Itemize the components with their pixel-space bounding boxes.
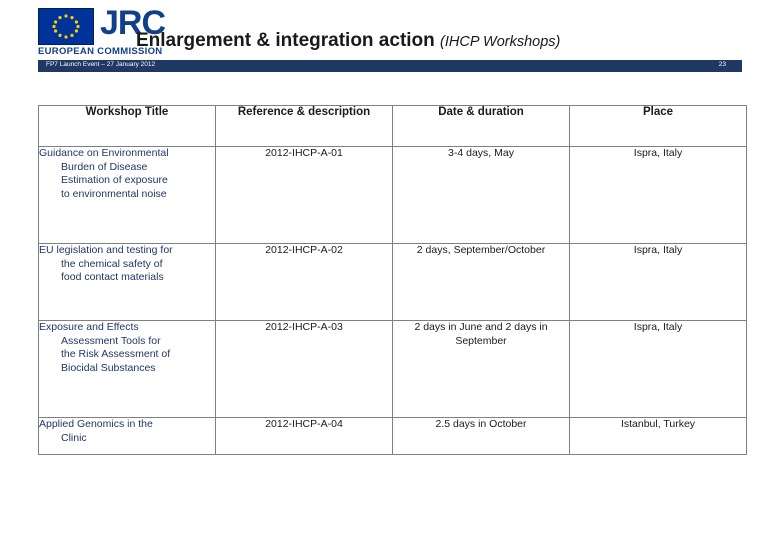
column-header-reference: Reference & description xyxy=(216,106,393,147)
workshop-title-line: the chemical safety of xyxy=(61,257,163,270)
workshop-reference: 2012-IHCP-A-04 xyxy=(216,418,393,455)
workshop-reference: 2012-IHCP-A-01 xyxy=(216,147,393,244)
table-header-row xyxy=(39,106,747,147)
ribbon-page-number: 23 xyxy=(718,61,726,68)
workshop-date: 3-4 days, May xyxy=(393,147,570,244)
page-title xyxy=(136,30,560,52)
workshop-title-line: Applied Genomics in the xyxy=(39,418,153,430)
workshop-title-line: Estimation of exposure xyxy=(61,174,168,186)
table-row xyxy=(39,321,747,418)
table-row xyxy=(39,418,747,455)
workshop-reference: 2012-IHCP-A-02 xyxy=(216,244,393,321)
workshop-title-line: Assessment Tools for xyxy=(61,334,161,347)
table-row xyxy=(39,244,747,321)
workshop-title-line: Guidance on Environmental xyxy=(39,147,169,159)
workshops-table xyxy=(38,105,747,455)
eu-stars-icon xyxy=(38,8,94,45)
workshop-title-line: to environmental noise xyxy=(61,187,167,200)
workshop-title xyxy=(39,244,216,321)
jrc-wordmark: JRC xyxy=(100,4,166,42)
workshop-place: Ispra, Italy xyxy=(570,244,747,321)
european-commission-label: EUROPEAN COMMISSION xyxy=(38,46,163,57)
page-title-sub: (IHCP Workshops) xyxy=(440,34,561,50)
footer-ribbon xyxy=(38,60,742,72)
workshop-place: Ispra, Italy xyxy=(570,321,747,418)
workshop-title-line: Clinic xyxy=(61,431,87,444)
workshop-place: Ispra, Italy xyxy=(570,147,747,244)
workshop-title xyxy=(39,418,216,455)
workshops-table-container xyxy=(38,105,742,455)
workshop-title xyxy=(39,147,216,244)
table-row xyxy=(39,147,747,244)
slide-header xyxy=(0,0,780,60)
column-header-workshop-title: Workshop Title xyxy=(39,106,216,147)
workshop-title-line: Burden of Disease xyxy=(61,160,148,173)
workshop-title-line: Exposure and Effects xyxy=(39,321,139,333)
ribbon-event-label: FP7 Launch Event – 27 January 2012 xyxy=(46,61,156,68)
workshop-title-line: food contact materials xyxy=(61,271,164,283)
workshop-title-line: Biocidal Substances xyxy=(61,361,156,374)
workshop-title-line: the Risk Assessment of xyxy=(61,348,171,360)
column-header-place: Place xyxy=(570,106,747,147)
workshop-reference: 2012-IHCP-A-03 xyxy=(216,321,393,418)
workshop-date: 2 days, September/October xyxy=(393,244,570,321)
workshop-title xyxy=(39,321,216,418)
workshop-date: 2 days in June and 2 days in September xyxy=(393,321,570,418)
workshop-date: 2.5 days in October xyxy=(393,418,570,455)
column-header-date: Date & duration xyxy=(393,106,570,147)
page-title-main: Enlargement & integration action xyxy=(136,30,435,51)
workshop-place: Istanbul, Turkey xyxy=(570,418,747,455)
workshop-title-line: EU legislation and testing for xyxy=(39,244,173,256)
